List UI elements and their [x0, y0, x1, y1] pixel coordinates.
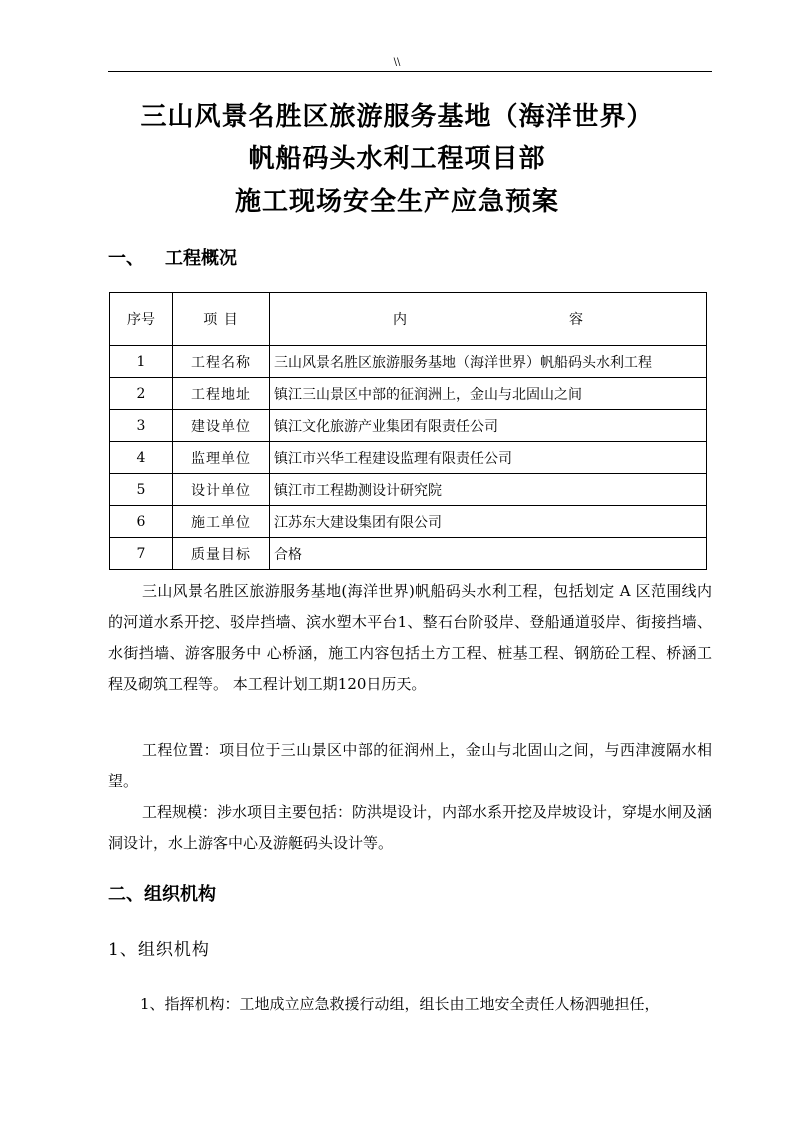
row-no: 3	[110, 410, 173, 442]
project-overview-table	[109, 292, 707, 570]
table-row	[110, 474, 707, 506]
header-content	[270, 293, 707, 346]
section-1-heading	[108, 247, 237, 271]
section-2-heading: 二、组织机构	[108, 884, 216, 905]
row-item: 设计单位	[173, 474, 270, 506]
row-item: 质量目标	[173, 538, 270, 570]
header-content-label: 内 容	[393, 312, 583, 328]
row-content: 镇江市工程勘测设计研究院	[270, 474, 707, 506]
project-location-paragraph: 工程位置：项目位于三山景区中部的征润州上，金山与北固山之间，与西津渡隔水相望。	[108, 741, 712, 790]
table-row	[110, 410, 707, 442]
header-no: 序号	[110, 293, 173, 346]
row-no: 1	[110, 346, 173, 378]
table-row	[110, 346, 707, 378]
subsection-heading: 1、组织机构	[108, 940, 210, 960]
row-item: 监理单位	[173, 442, 270, 474]
row-content: 镇江文化旅游产业集团有限责任公司	[270, 410, 707, 442]
row-no: 5	[110, 474, 173, 506]
row-content: 合格	[270, 538, 707, 570]
row-no: 4	[110, 442, 173, 474]
row-no: 2	[110, 378, 173, 410]
row-item: 建设单位	[173, 410, 270, 442]
command-structure-paragraph: 1、指挥机构：工地成立应急救援行动组，组长由工地安全责任人杨泗驰担任，	[140, 995, 660, 1013]
section-1-number: 一、	[108, 248, 144, 269]
section-1-title: 工程概况	[165, 248, 237, 269]
row-item: 工程名称	[173, 346, 270, 378]
row-no: 6	[110, 506, 173, 538]
table-row	[110, 538, 707, 570]
table-row	[110, 378, 707, 410]
row-content: 三山风景名胜区旅游服务基地（海洋世界）帆船码头水利工程	[270, 346, 707, 378]
header-item: 项 目	[173, 293, 270, 346]
header-mark: \\	[393, 57, 401, 68]
row-content: 江苏东大建设集团有限公司	[270, 506, 707, 538]
title-line-2: 帆船码头水利工程项目部	[248, 144, 546, 174]
header-rule	[108, 71, 712, 72]
row-item: 工程地址	[173, 378, 270, 410]
title-line-3: 施工现场安全生产应急预案	[234, 187, 559, 217]
table-row	[110, 442, 707, 474]
title-line-1: 三山风景名胜区旅游服务基地（海洋世界）	[140, 102, 654, 132]
project-description-paragraph: 三山风景名胜区旅游服务基地(海洋世界)帆船码头水利工程，包括划定 A 区范围线内的河道水系开挖、驳岸挡墙、滨水塑木平台1、整石台阶驳岸、登船通道驳岸、街接挡墙、水街挡墙、游客服务中 心桥涵，施工内容包括土方工程、桩基工程、钢筋砼工程、桥涵工程及砌筑工程等。 本工程计划工期120日历天。	[108, 582, 712, 693]
row-content: 镇江三山景区中部的征润洲上，金山与北固山之间	[270, 378, 707, 410]
row-no: 7	[110, 538, 173, 570]
project-scale-paragraph: 工程规模：涉水项目主要包括：防洪堤设计，内部水系开挖及岸坡设计，穿堤水闸及涵洞设计，水上游客中心及游艇码头设计等。	[108, 803, 713, 852]
table-row	[110, 506, 707, 538]
row-content: 镇江市兴华工程建设监理有限责任公司	[270, 442, 707, 474]
table-header-row	[110, 293, 707, 346]
row-item: 施工单位	[173, 506, 270, 538]
